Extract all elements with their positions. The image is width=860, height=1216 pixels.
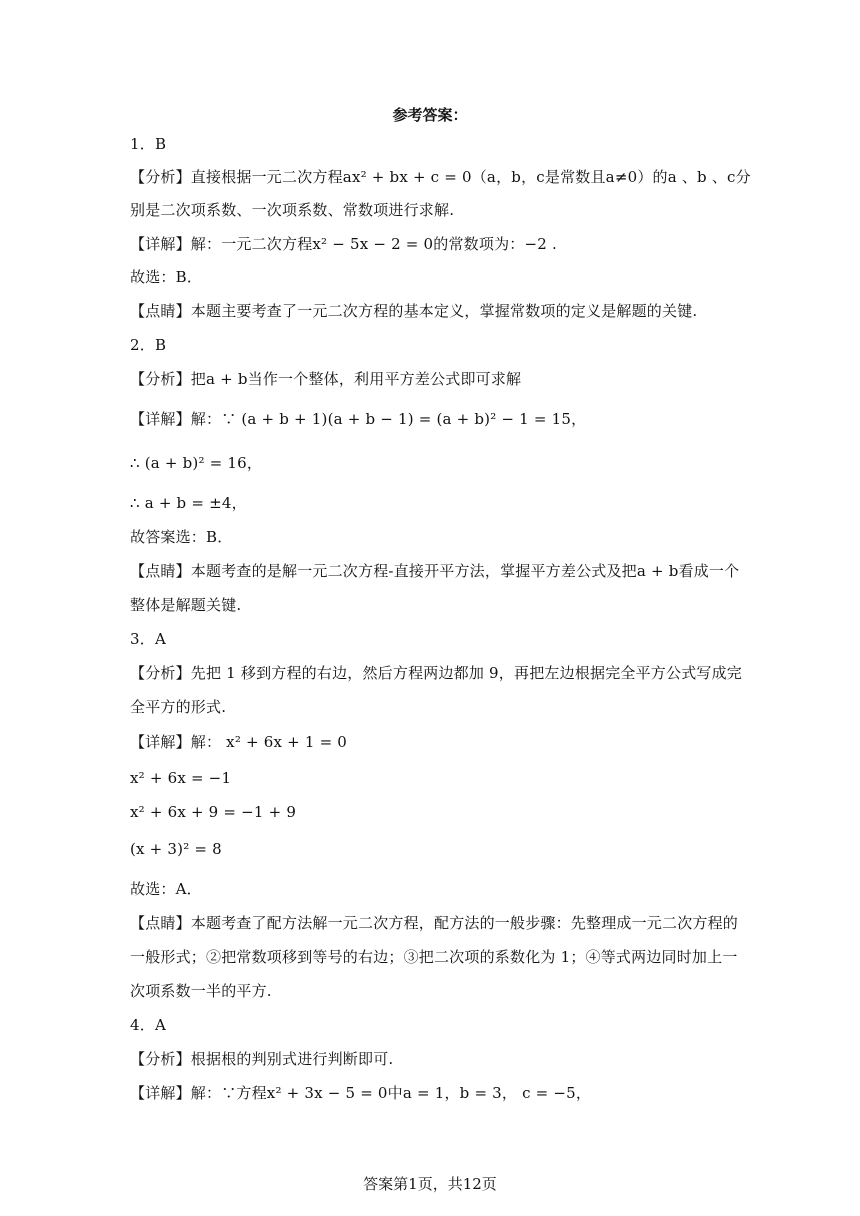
answer-1-analysis-line-2: 别是二次项系数、一次项系数、常数项进行求解. xyxy=(130,201,455,219)
answer-1-choice: 故选：B． xyxy=(130,268,203,286)
answer-3-analysis-line-2: 全平方的形式. xyxy=(130,698,227,716)
answer-3-solution-step-1: 【详解】解： x² + 6x + 1 = 0 xyxy=(130,733,348,751)
answer-2-header: 2．B xyxy=(130,336,167,354)
answer-2-solution-step-2: ∴ (a + b)² = 16， xyxy=(130,454,263,472)
answer-2-comment-line-1: 【点睛】本题考查的是解一元二次方程-直接开平方法，掌握平方差公式及把a + b看成一个 xyxy=(130,562,740,580)
answer-2-choice: 故答案选：B． xyxy=(130,528,233,546)
answer-2-analysis: 【分析】把a + b当作一个整体，利用平方差公式即可求解 xyxy=(130,370,522,388)
answer-3-comment-line-1: 【点睛】本题考查了配方法解一元二次方程，配方法的一般步骤：先整理成一元二次方程的 xyxy=(130,914,739,932)
answer-3-comment-line-3: 次项系数一半的平方. xyxy=(130,982,272,1000)
answer-3-choice: 故选：A． xyxy=(130,880,202,898)
answer-1-header: 1．B xyxy=(130,135,167,153)
answer-4-header: 4．A xyxy=(130,1016,166,1034)
answer-1-comment: 【点睛】本题主要考查了一元二次方程的基本定义，掌握常数项的定义是解题的关键. xyxy=(130,302,698,320)
answer-3-comment-line-2: 一般形式；②把常数项移到等号的右边；③把二次项的系数化为 1；④等式两边同时加上一 xyxy=(130,948,738,966)
answer-1-solution: 【详解】解：一元二次方程x² − 5x − 2 = 0的常数项为：−2 . xyxy=(130,235,557,253)
answer-4-analysis: 【分析】根据根的判别式进行判断即可. xyxy=(130,1050,394,1068)
answer-2-comment-line-2: 整体是解题关键. xyxy=(130,596,242,614)
answer-4-solution: 【详解】解：∵方程x² + 3x − 5 = 0中a = 1，b = 3， c = −5， xyxy=(130,1084,592,1102)
answer-3-header: 3．A xyxy=(130,630,166,648)
answer-3-analysis-line-1: 【分析】先把 1 移到方程的右边，然后方程两边都加 9，再把左边根据完全平方公式写成完 xyxy=(130,664,742,682)
answer-2-solution-step-3: ∴ a + b = ±4， xyxy=(130,494,247,512)
answer-1-analysis-line-1: 【分析】直接根据一元二次方程ax² + bx + c = 0（a，b，c是常数且a≠0）的a 、b 、c分 xyxy=(130,168,751,186)
page-title: 参考答案： xyxy=(392,106,468,124)
answer-3-solution-step-4: (x + 3)² = 8 xyxy=(130,840,222,858)
page-footer: 答案第1页，共12页 xyxy=(363,1175,497,1193)
answer-3-solution-step-3: x² + 6x + 9 = −1 + 9 xyxy=(130,803,297,821)
answer-3-solution-step-2: x² + 6x = −1 xyxy=(130,769,232,787)
answer-2-solution-step-1: 【详解】解：∵ (a + b + 1)(a + b − 1) = (a + b)² − 1 = 15， xyxy=(130,410,587,428)
